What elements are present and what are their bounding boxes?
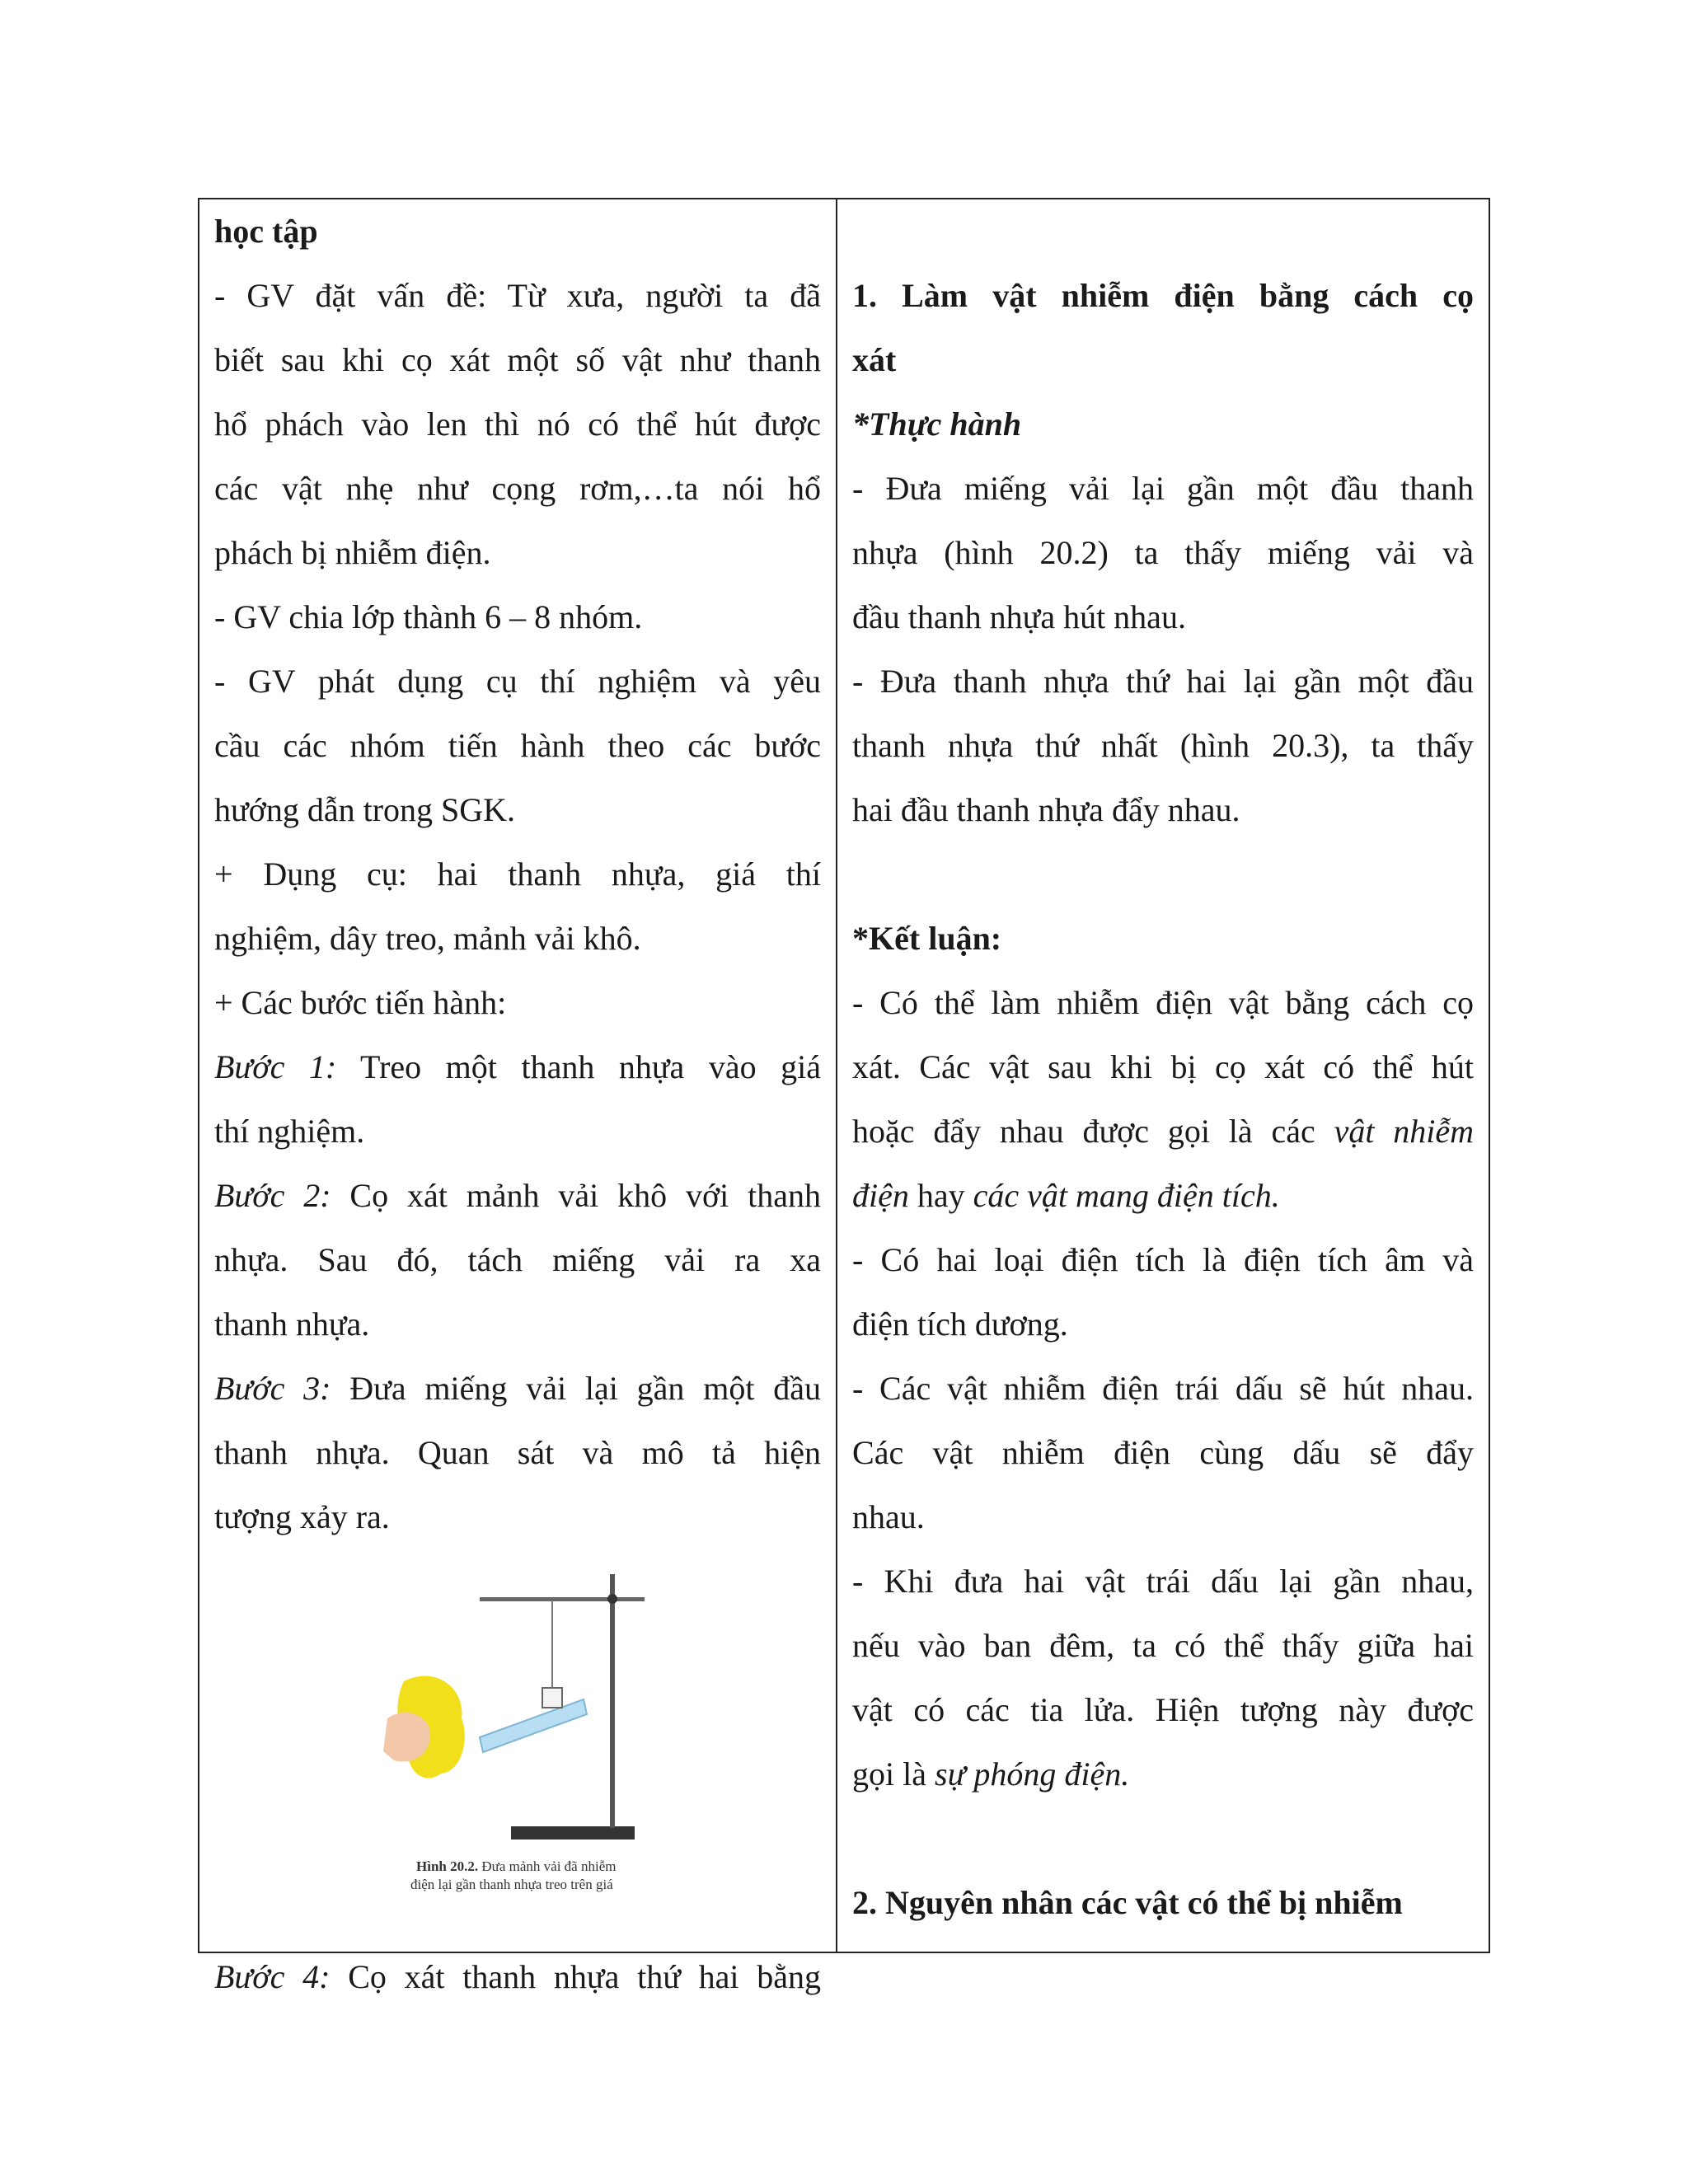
stand-pole [610,1574,615,1828]
step-label: Bước 2: [214,1177,331,1214]
text-line: phách bị nhiễm điện. [214,534,491,571]
text-part: gọi là [852,1755,935,1793]
italic-term: vật nhiễm [1334,1113,1474,1150]
text-line: xát. Các vật sau khi bị cọ xát có thể hút [852,1048,1474,1085]
text-line [852,1742,1474,1807]
figure-caption-line-1: Hình 20.2. Đưa mảnh vải đã nhiễm [416,1858,617,1874]
italic-term: sự phóng điện. [935,1755,1130,1793]
text-line: - Có thể làm nhiễm điện vật bằng cách cọ [852,984,1474,1021]
text-line: + Các bước tiến hành: [214,984,507,1021]
text-line: - Khi đưa hai vật trái dấu lại gần nhau, [852,1563,1474,1600]
section-heading-1: 1. Làm vật nhiễm điện bằng cách cọ [852,277,1474,314]
stand-clamp [607,1594,617,1604]
text-line: thanh nhựa. [214,1305,370,1343]
text-line: thí nghiệm. [214,1113,365,1150]
spacer [852,1807,1474,1871]
spacer [852,199,1474,264]
text-line: - Các vật nhiễm điện trái dấu sẽ hút nhau. [852,1370,1474,1407]
text-line: biết sau khi cọ xát một số vật như thanh [214,341,822,378]
step-2-line [214,1164,821,1228]
plastic-rod [480,1699,587,1752]
step-label: Bước 3: [214,1370,331,1407]
text-line [852,1099,1474,1164]
text-line [852,1164,1474,1228]
text-line: nhau. [852,1498,925,1535]
text-line: cầu các nhóm tiến hành theo các bước [214,727,822,764]
conclusion-heading: *Kết luận: [852,920,1002,957]
lesson-table [198,198,1490,1995]
step-1-line [214,1035,821,1099]
teacher-activity-column [199,199,837,1995]
text-line: hổ phách vào len thì nó có thể hút được [214,405,822,443]
step-label: Bước 4: [214,1958,331,1995]
italic-term: điện [852,1177,909,1214]
text-line: - Đưa miếng vải lại gần một đầu thanh [852,470,1474,507]
text-line: học tập [214,213,318,250]
stand-base [511,1826,635,1840]
rod-holder [542,1688,562,1708]
text-part: hay [908,1177,973,1214]
text-line: thanh nhựa. Quan sát và mô tả hiện [214,1434,822,1471]
step-3-line [214,1357,821,1421]
student-product-column [837,199,1489,1952]
step-text: Đưa miếng vải lại gần một đầu [331,1370,822,1407]
section-heading-2: 2. Nguyên nhân các vật có thể bị nhiễm [852,1884,1403,1921]
text-line: vật có các tia lửa. Hiện tượng này được [852,1691,1474,1728]
step-text: Cọ xát mảnh vải khô với thanh [331,1177,822,1214]
figure-caption-line-2: điện lại gần thanh nhựa treo trên giá [410,1877,613,1892]
stand-arm [480,1597,645,1601]
text-line: điện tích dương. [852,1305,1068,1343]
text-line: Các vật nhiễm điện cùng dấu sẽ đẩy [852,1434,1474,1471]
text-line: các vật nhẹ như cọng rơm,…ta nói hổ [214,470,822,507]
figure-20-2 [214,1549,821,1945]
experiment-illustration [214,1549,824,1945]
text-line: nếu vào ban đêm, ta có thể thấy giữa hai [852,1627,1474,1664]
text-line: thanh nhựa thứ nhất (hình 20.3), ta thấy [852,727,1474,764]
text-line: hai đầu thanh nhựa đẩy nhau. [852,791,1240,828]
step-label: Bước 1: [214,1048,337,1085]
practice-heading: *Thực hành [852,405,1022,443]
text-line: đầu thanh nhựa hút nhau. [852,598,1186,635]
step-4-line [214,1945,821,2009]
text-line: nghiệm, dây treo, mảnh vải khô. [214,920,641,957]
italic-term: các vật mang điện tích. [973,1177,1280,1214]
text-line: hướng dẫn trong SGK. [214,791,516,828]
text-line: - Có hai loại điện tích là điện tích âm và [852,1241,1474,1278]
text-part: hoặc đẩy nhau được gọi là các [852,1113,1334,1150]
spacer [852,842,1474,907]
text-line: - GV phát dụng cụ thí nghiệm và yêu [214,663,822,700]
text-line: - GV chia lớp thành 6 – 8 nhóm. [214,598,643,635]
text-line: nhựa. Sau đó, tách miếng vải ra xa [214,1241,822,1278]
section-heading-1-cont: xát [852,341,897,378]
step-text: Cọ xát thanh nhựa thứ hai bằng [330,1958,822,1995]
step-text: Treo một thanh nhựa vào giá [336,1048,822,1085]
text-line: nhựa (hình 20.2) ta thấy miếng vải và [852,534,1474,571]
text-line: tượng xảy ra. [214,1498,390,1535]
text-line: - Đưa thanh nhựa thứ hai lại gần một đầu [852,663,1474,700]
text-line: - GV đặt vấn đề: Từ xưa, người ta đã [214,277,822,314]
text-line: + Dụng cụ: hai thanh nhựa, giá thí [214,855,822,893]
